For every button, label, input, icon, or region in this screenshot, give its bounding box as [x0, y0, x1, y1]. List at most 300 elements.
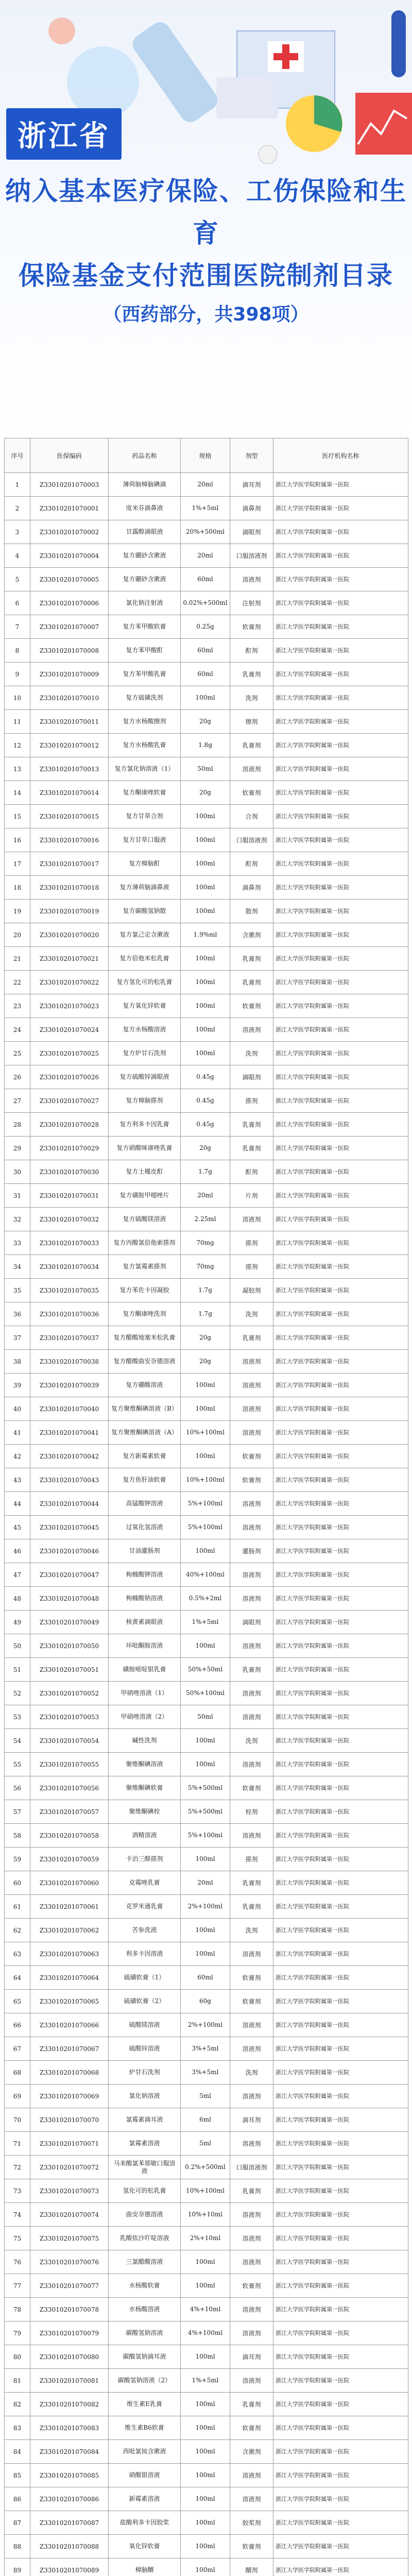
cell-type: 软膏剂: [230, 615, 273, 639]
header-type: 剂型: [230, 438, 273, 473]
cell-code: Z33010201070027: [30, 1089, 109, 1113]
cell-type: 溶液剂: [230, 1208, 273, 1231]
cell-type: 口服溶液剂: [230, 828, 273, 852]
cell-type: 胶浆剂: [230, 2511, 273, 2535]
cell-org: 浙江大学医学院附属第一医院: [273, 781, 408, 805]
cell-spec: 100ml: [181, 1634, 230, 1658]
table-row: [5, 1184, 408, 1208]
cell-name: 氢化可的松乳膏: [109, 2179, 181, 2203]
table-row: [5, 1753, 408, 1776]
table-row: [5, 2061, 408, 2084]
cell-name: 复方硫磺洗剂: [109, 686, 181, 710]
cell-code: Z33010201070030: [30, 1160, 109, 1184]
cell-spec: 60ml: [181, 663, 230, 686]
cell-org: 浙江大学医学院附属第一医院: [273, 1279, 408, 1302]
cell-type: 洗剂: [230, 1729, 273, 1753]
cell-index: 85: [5, 2464, 30, 2487]
cell-spec: 0.45g: [181, 1089, 230, 1113]
cell-index: 60: [5, 1871, 30, 1895]
cell-code: Z33010201070048: [30, 1587, 109, 1611]
cell-org: 浙江大学医学院附属第一医院: [273, 2487, 408, 2511]
cell-org: 浙江大学医学院附属第一医院: [273, 900, 408, 923]
table-row: [5, 1729, 408, 1753]
cell-name: 西吡氯铵含漱液: [109, 2440, 181, 2464]
cell-org: 浙江大学医学院附属第一医院: [273, 1160, 408, 1184]
cell-type: 搽剂: [230, 1255, 273, 1279]
cell-name: 复方硼砂含漱液: [109, 544, 181, 568]
cell-type: 溶液剂: [230, 1374, 273, 1397]
cell-code: Z33010201070017: [30, 852, 109, 876]
cell-code: Z33010201070050: [30, 1634, 109, 1658]
cell-type: 洗剂: [230, 686, 273, 710]
table-row: [5, 1326, 408, 1350]
cell-name: 聚维酮碘软膏: [109, 1776, 181, 1800]
cell-org: 浙江大学医学院附属第一医院: [273, 2393, 408, 2416]
cell-type: 软膏剂: [230, 1468, 273, 1492]
cell-spec: 2%+100ml: [181, 2013, 230, 2037]
cell-name: 复方苯甲酸乳膏: [109, 663, 181, 686]
cell-code: Z33010201070077: [30, 2274, 109, 2298]
table-row: [5, 876, 408, 900]
table-row: [5, 757, 408, 781]
cell-name: 硫酸锌溶液: [109, 2037, 181, 2061]
cell-org: 浙江大学医学院附属第一医院: [273, 1468, 408, 1492]
cell-spec: 100ml: [181, 2535, 230, 2558]
cell-index: 11: [5, 710, 30, 734]
cell-name: 复方聚维酮碘溶液（A）: [109, 1421, 181, 1445]
cell-code: Z33010201070044: [30, 1492, 109, 1516]
cell-index: 51: [5, 1658, 30, 1682]
cell-name: 复方硼砂含漱液: [109, 568, 181, 591]
cell-index: 36: [5, 1302, 30, 1326]
table-row: [5, 2345, 408, 2369]
cell-type: 注射剂: [230, 591, 273, 615]
cell-code: Z33010201070022: [30, 971, 109, 994]
cell-code: Z33010201070087: [30, 2511, 109, 2535]
cell-org: 浙江大学医学院附属第一医院: [273, 1705, 408, 1729]
cell-spec: 1.7g: [181, 1279, 230, 1302]
cell-code: Z33010201070074: [30, 2203, 109, 2227]
cell-org: 浙江大学医学院附属第一医院: [273, 2321, 408, 2345]
cell-org: 浙江大学医学院附属第一医院: [273, 1587, 408, 1611]
cell-code: Z33010201070083: [30, 2416, 109, 2440]
cell-org: 浙江大学医学院附属第一医院: [273, 1492, 408, 1516]
cell-name: 硫磺软膏（2）: [109, 1990, 181, 2013]
cell-type: 溶液剂: [230, 2013, 273, 2037]
cell-type: 乳膏剂: [230, 1137, 273, 1160]
cell-name: 复方苯甲酸软膏: [109, 615, 181, 639]
cell-spec: 2.25ml: [181, 1208, 230, 1231]
cell-code: Z33010201070065: [30, 1990, 109, 2013]
cell-name: 克霉唑乳膏: [109, 1871, 181, 1895]
table-row: [5, 947, 408, 971]
cell-index: 39: [5, 1374, 30, 1397]
cell-type: 溶液剂: [230, 1753, 273, 1776]
cell-org: 浙江大学医学院附属第一医院: [273, 1421, 408, 1445]
cell-org: 浙江大学医学院附属第一医院: [273, 1776, 408, 1800]
cell-index: 63: [5, 1942, 30, 1966]
cell-name: 硫磺软膏（1）: [109, 1966, 181, 1990]
cell-name: 枸橼酸钾溶液: [109, 1563, 181, 1587]
cell-name: 克罗米通乳膏: [109, 1895, 181, 1919]
cell-type: 洗剂: [230, 1919, 273, 1942]
cell-org: 浙江大学医学院附属第一医院: [273, 2464, 408, 2487]
cell-code: Z33010201070020: [30, 923, 109, 947]
cell-code: Z33010201070007: [30, 615, 109, 639]
cell-code: Z33010201070060: [30, 1871, 109, 1895]
cell-name: 复方薄荷脑滴鼻液: [109, 876, 181, 900]
table-body: [5, 473, 408, 2576]
cell-type: 乳膏剂: [230, 971, 273, 994]
cell-spec: 100ml: [181, 2274, 230, 2298]
cell-org: 浙江大学医学院附属第一医院: [273, 1089, 408, 1113]
table-row: [5, 1065, 408, 1089]
table-row: [5, 1468, 408, 1492]
cell-spec: 100ml: [181, 1729, 230, 1753]
cell-spec: 50ml: [181, 1705, 230, 1729]
cell-code: Z33010201070066: [30, 2013, 109, 2037]
cell-type: 醑剂: [230, 2558, 273, 2576]
table-row: [5, 1350, 408, 1374]
cell-type: 乳膏剂: [230, 1326, 273, 1350]
cell-org: 浙江大学医学院附属第一医院: [273, 2227, 408, 2250]
cell-org: 浙江大学医学院附属第一医院: [273, 1350, 408, 1374]
table-row: [5, 1919, 408, 1942]
cell-org: 浙江大学医学院附属第一医院: [273, 1848, 408, 1871]
cell-index: 20: [5, 923, 30, 947]
cell-index: 31: [5, 1184, 30, 1208]
cell-name: 过氧化氢溶液: [109, 1516, 181, 1539]
cell-code: Z33010201070081: [30, 2369, 109, 2393]
cell-spec: 100ml: [181, 1942, 230, 1966]
cell-name: 氯化钠溶液: [109, 2084, 181, 2108]
cell-spec: 5ml: [181, 2084, 230, 2108]
cell-code: Z33010201070070: [30, 2108, 109, 2132]
cell-name: 碳酸氢钠溶液: [109, 2321, 181, 2345]
header-org: 医疗机构名称: [273, 438, 408, 473]
cell-index: 74: [5, 2203, 30, 2227]
capsule-icon: [129, 18, 221, 126]
cell-name: 复方聚维酮碘溶液（B）: [109, 1397, 181, 1421]
table-row: [5, 1966, 408, 1990]
cell-name: 盐酸利多卡因胶浆: [109, 2511, 181, 2535]
cell-type: 溶液剂: [230, 1563, 273, 1587]
cell-org: 浙江大学医学院附属第一医院: [273, 2416, 408, 2440]
table-row: [5, 2298, 408, 2321]
cell-index: 66: [5, 2013, 30, 2037]
cell-spec: 100ml: [181, 2416, 230, 2440]
cell-index: 49: [5, 1611, 30, 1634]
cell-name: 聚维酮碘栓: [109, 1800, 181, 1824]
cell-type: 滴鼻剂: [230, 876, 273, 900]
table-row: [5, 2013, 408, 2037]
table-header-row: [5, 438, 408, 473]
cell-type: 滴耳剂: [230, 2108, 273, 2132]
cell-org: 浙江大学医学院附属第一医院: [273, 2203, 408, 2227]
cell-index: 47: [5, 1563, 30, 1587]
cell-index: 5: [5, 568, 30, 591]
chart-decoration-icon: [355, 93, 412, 155]
table-row: [5, 1776, 408, 1800]
cell-index: 80: [5, 2345, 30, 2369]
cell-index: 8: [5, 639, 30, 663]
cell-type: 乳膏剂: [230, 1658, 273, 1682]
cell-name: 复方水杨酸溶液: [109, 1018, 181, 1042]
table-row: [5, 1871, 408, 1895]
cell-index: 6: [5, 591, 30, 615]
table-row: [5, 2321, 408, 2345]
cell-index: 81: [5, 2369, 30, 2393]
cell-spec: 2%+100ml: [181, 1895, 230, 1919]
cell-spec: 5%+100ml: [181, 1516, 230, 1539]
cell-org: 浙江大学医学院附属第一医院: [273, 947, 408, 971]
cell-spec: 1.7g: [181, 1302, 230, 1326]
cell-code: Z33010201070076: [30, 2250, 109, 2274]
cell-type: 擦剂: [230, 710, 273, 734]
cell-spec: 60g: [181, 1990, 230, 2013]
cell-index: 10: [5, 686, 30, 710]
cell-name: 氯化钠注射液: [109, 591, 181, 615]
cell-index: 2: [5, 497, 30, 520]
cell-index: 16: [5, 828, 30, 852]
cell-spec: 20g: [181, 1137, 230, 1160]
cell-org: 浙江大学医学院附属第一医院: [273, 568, 408, 591]
table-row: [5, 828, 408, 852]
cell-name: 炉甘石洗剂: [109, 2061, 181, 2084]
cell-name: 复方磺胺甲噁唑片: [109, 1184, 181, 1208]
cell-index: 9: [5, 663, 30, 686]
table-row: [5, 2227, 408, 2250]
cell-org: 浙江大学医学院附属第一医院: [273, 2084, 408, 2108]
cell-name: 乳酸依沙吖啶溶液: [109, 2227, 181, 2250]
cell-index: 71: [5, 2132, 30, 2156]
cell-org: 浙江大学医学院附属第一医院: [273, 1137, 408, 1160]
cell-org: 浙江大学医学院附属第一医院: [273, 734, 408, 757]
cell-org: 浙江大学医学院附属第一医院: [273, 1895, 408, 1919]
cell-name: 复方硼酸溶液: [109, 1374, 181, 1397]
cell-name: 聚维酮碘溶液: [109, 1753, 181, 1776]
cell-index: 37: [5, 1326, 30, 1350]
cell-org: 浙江大学医学院附属第一医院: [273, 2511, 408, 2535]
cell-spec: 20%+500ml: [181, 520, 230, 544]
table-row: [5, 1137, 408, 1160]
cell-name: 苦参洗液: [109, 1919, 181, 1942]
cell-org: 浙江大学医学院附属第一医院: [273, 852, 408, 876]
cell-index: 13: [5, 757, 30, 781]
thermometer-icon: [391, 10, 406, 77]
cell-org: 浙江大学医学院附属第一医院: [273, 591, 408, 615]
cell-code: Z33010201070010: [30, 686, 109, 710]
cell-code: Z33010201070019: [30, 900, 109, 923]
cell-type: 合剂: [230, 805, 273, 828]
cell-name: 复方硫酸镁溶液: [109, 1208, 181, 1231]
cell-index: 28: [5, 1113, 30, 1137]
cell-spec: 20ml: [181, 1871, 230, 1895]
table-row: [5, 1895, 408, 1919]
cell-org: 浙江大学医学院附属第一医院: [273, 757, 408, 781]
table-row: [5, 2369, 408, 2393]
cell-org: 浙江大学医学院附属第一医院: [273, 1539, 408, 1563]
cell-index: 75: [5, 2227, 30, 2250]
cell-name: 复方水杨酸擦剂: [109, 710, 181, 734]
cell-org: 浙江大学医学院附属第一医院: [273, 1231, 408, 1255]
cell-code: Z33010201070049: [30, 1611, 109, 1634]
cell-index: 23: [5, 994, 30, 1018]
cell-index: 67: [5, 2037, 30, 2061]
cell-index: 61: [5, 1895, 30, 1919]
cell-type: 滴眼剂: [230, 520, 273, 544]
cell-type: 乳膏剂: [230, 947, 273, 971]
cell-spec: 1%+5ml: [181, 2369, 230, 2393]
cell-name: 维生素B6软膏: [109, 2416, 181, 2440]
table-row: [5, 1231, 408, 1255]
cell-code: Z33010201070035: [30, 1279, 109, 1302]
cell-name: 复方利多卡因乳膏: [109, 1113, 181, 1137]
cell-type: 口服溶液剂: [230, 544, 273, 568]
cell-name: 复方醋酸曲安奈德溶液: [109, 1350, 181, 1374]
cell-spec: 4%+10ml: [181, 2298, 230, 2321]
cell-code: Z33010201070003: [30, 473, 109, 497]
cell-spec: 20g: [181, 781, 230, 805]
cell-code: Z33010201070015: [30, 805, 109, 828]
cell-code: Z33010201070082: [30, 2393, 109, 2416]
table-row: [5, 1824, 408, 1848]
cell-spec: 0.5%+2ml: [181, 1587, 230, 1611]
cell-type: 溶液剂: [230, 2084, 273, 2108]
cell-index: 56: [5, 1776, 30, 1800]
cell-name: 氯霉素滴耳液: [109, 2108, 181, 2132]
cell-code: Z33010201070043: [30, 1468, 109, 1492]
banner: [0, 0, 412, 438]
cell-spec: 5%+500ml: [181, 1800, 230, 1824]
cell-org: 浙江大学医学院附属第一医院: [273, 994, 408, 1018]
cell-name: 枸橼酸钠溶液: [109, 1587, 181, 1611]
cell-spec: 3%+5ml: [181, 2061, 230, 2084]
cell-code: Z33010201070005: [30, 568, 109, 591]
table-row: [5, 1089, 408, 1113]
cell-spec: 0.2%+500ml: [181, 2156, 230, 2179]
cell-spec: 20ml: [181, 473, 230, 497]
cell-code: Z33010201070031: [30, 1184, 109, 1208]
cell-index: 19: [5, 900, 30, 923]
cell-spec: 60ml: [181, 639, 230, 663]
cell-index: 18: [5, 876, 30, 900]
cell-index: 88: [5, 2535, 30, 2558]
cell-name: 氯霉素溶液: [109, 2132, 181, 2156]
cell-code: Z33010201070025: [30, 1042, 109, 1065]
cell-type: 溶液剂: [230, 1350, 273, 1374]
cell-org: 浙江大学医学院附属第一医院: [273, 1824, 408, 1848]
cell-spec: 50ml: [181, 757, 230, 781]
cell-index: 27: [5, 1089, 30, 1113]
cell-index: 82: [5, 2393, 30, 2416]
cell-org: 浙江大学医学院附属第一医院: [273, 1516, 408, 1539]
cell-code: Z33010201070088: [30, 2535, 109, 2558]
cell-type: 栓剂: [230, 1800, 273, 1824]
cell-org: 浙江大学医学院附属第一医院: [273, 710, 408, 734]
table-row: [5, 686, 408, 710]
cell-index: 33: [5, 1231, 30, 1255]
cell-spec: 100ml: [181, 994, 230, 1018]
cell-spec: 100ml: [181, 2393, 230, 2416]
cell-index: 34: [5, 1255, 30, 1279]
cell-type: 酊剂: [230, 639, 273, 663]
table-row: [5, 1279, 408, 1302]
cell-spec: 0.25g: [181, 615, 230, 639]
cell-name: 维生素E乳膏: [109, 2393, 181, 2416]
cell-type: 软膏剂: [230, 2416, 273, 2440]
cell-type: 搽剂: [230, 1231, 273, 1255]
cell-org: 浙江大学医学院附属第一医院: [273, 1682, 408, 1705]
cell-code: Z33010201070001: [30, 497, 109, 520]
cell-org: 浙江大学医学院附属第一医院: [273, 2558, 408, 2576]
table-row: [5, 2203, 408, 2227]
cell-spec: 1.7g: [181, 1160, 230, 1184]
province-badge: 浙江省: [6, 108, 122, 160]
cell-org: 浙江大学医学院附属第一医院: [273, 828, 408, 852]
cell-spec: 100ml: [181, 1397, 230, 1421]
cell-org: 浙江大学医学院附属第一医院: [273, 1065, 408, 1089]
cell-index: 69: [5, 2084, 30, 2108]
cell-index: 14: [5, 781, 30, 805]
cell-index: 89: [5, 2558, 30, 2576]
cell-code: Z33010201070047: [30, 1563, 109, 1587]
cell-name: 水杨酸软膏: [109, 2274, 181, 2298]
cell-type: 溶液剂: [230, 2487, 273, 2511]
cell-spec: 10%+10ml: [181, 2203, 230, 2227]
cell-type: 软膏剂: [230, 781, 273, 805]
cell-spec: 100ml: [181, 2250, 230, 2274]
cell-spec: 4%+100ml: [181, 2321, 230, 2345]
cell-code: Z33010201070018: [30, 876, 109, 900]
table-row: [5, 900, 408, 923]
cell-index: 79: [5, 2321, 30, 2345]
table-row: [5, 2511, 408, 2535]
cell-spec: 60ml: [181, 568, 230, 591]
cell-index: 55: [5, 1753, 30, 1776]
cell-name: 碳酸氢钠滴耳液: [109, 2345, 181, 2369]
cell-name: 甘露醇滴眼液: [109, 520, 181, 544]
cell-type: 软膏剂: [230, 994, 273, 1018]
cell-name: 甘油灌肠剂: [109, 1539, 181, 1563]
cell-type: 搽剂: [230, 1089, 273, 1113]
cell-org: 浙江大学医学院附属第一医院: [273, 2250, 408, 2274]
cell-org: 浙江大学医学院附属第一医院: [273, 2274, 408, 2298]
cell-index: 1: [5, 473, 30, 497]
cell-index: 7: [5, 615, 30, 639]
first-aid-kit-icon: [216, 77, 278, 118]
cell-name: 碳酸氢钠溶液（2）: [109, 2369, 181, 2393]
table-row: [5, 2464, 408, 2487]
cell-code: Z33010201070013: [30, 757, 109, 781]
cell-index: 86: [5, 2487, 30, 2511]
header-code: 医保编码: [30, 438, 109, 473]
cell-org: 浙江大学医学院附属第一医院: [273, 923, 408, 947]
cell-name: 利多卡因溶液: [109, 1942, 181, 1966]
cell-index: 54: [5, 1729, 30, 1753]
cell-code: Z33010201070064: [30, 1966, 109, 1990]
cell-type: 酊剂: [230, 1160, 273, 1184]
cell-spec: 20ml: [181, 544, 230, 568]
cell-type: 溶液剂: [230, 1587, 273, 1611]
table-row: [5, 2487, 408, 2511]
cell-index: 76: [5, 2250, 30, 2274]
cell-type: 滴耳剂: [230, 2345, 273, 2369]
pill-icon: [259, 145, 277, 164]
cell-spec: 100ml: [181, 2558, 230, 2576]
cell-name: 磺胺嘧啶银乳膏: [109, 1658, 181, 1682]
cell-code: Z33010201070038: [30, 1350, 109, 1374]
